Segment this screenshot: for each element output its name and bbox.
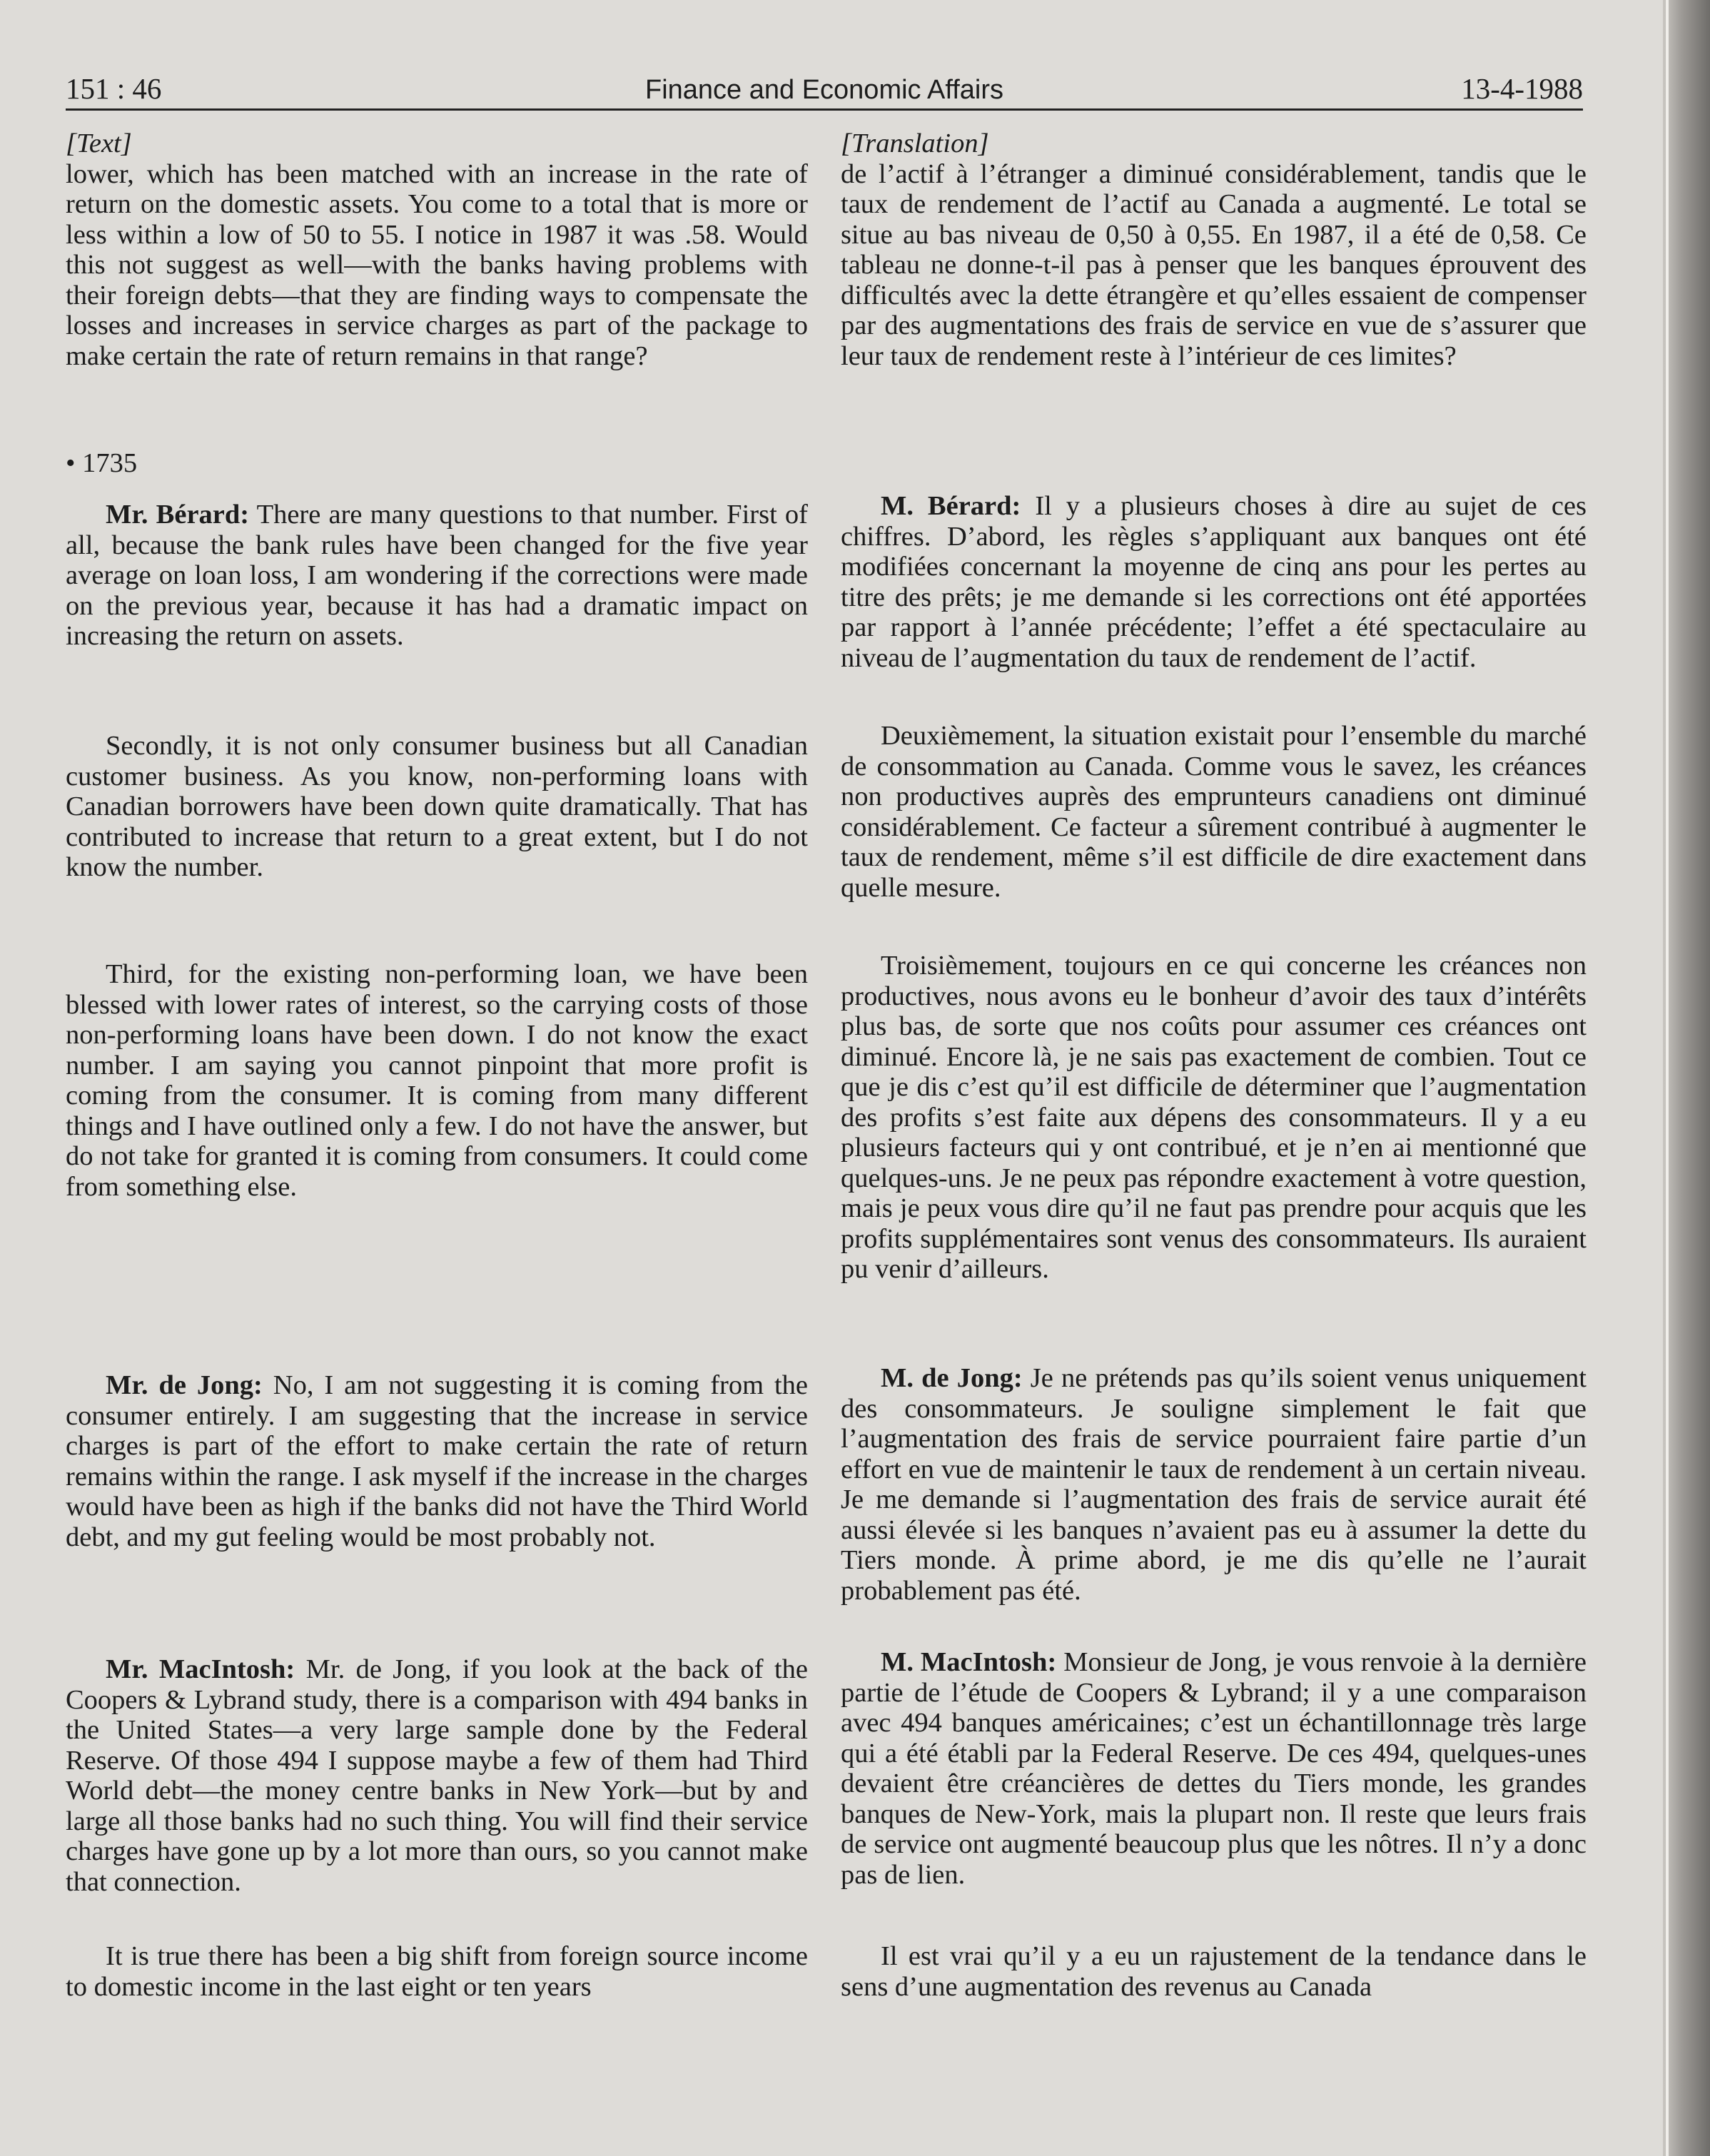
speaker-label: Mr. de Jong: bbox=[106, 1370, 263, 1400]
session-date: 13-4-1988 bbox=[1461, 72, 1583, 105]
speaker-label: M. Bérard: bbox=[881, 491, 1021, 521]
dejong-paragraph: M. de Jong: Je ne prétends pas qu’ils soient venus uniquement des consommateurs. Je souligne simplement le fait que l’augmentation des frais de service pourraient faire partie d’un effort en vue de maintenir le taux de rendement à un certain niveau. Je me demande si l’augmentation des frais de service aurait été aussi élevée si les banques n’avaient pas eu à assumer la dette du Tiers monde. À prime abord, je me dis qu’elle ne l’aurait probablement pas été. bbox=[841, 1363, 1587, 1606]
page-reference: 151 : 46 bbox=[66, 72, 162, 105]
committee-title: Finance and Economic Affairs bbox=[644, 75, 1003, 105]
speaker-label: Mr. MacIntosh: bbox=[106, 1654, 295, 1684]
time-marker: • 1735 bbox=[66, 448, 138, 478]
macintosh-paragraph-2: Il est vrai qu’il y a eu un rajustement de la tendance dans le sens d’une augmentation des revenus au Canada bbox=[841, 1941, 1587, 2002]
berard-paragraph-2: Secondly, it is not only consumer business but all Canadian customer business. As you know, non-performing loans with Canadian borrowers have been down quite dramatically. That has contributed to increase that return to a great extent, but I do not know the number. bbox=[66, 731, 808, 882]
section-label-text: [Text] bbox=[66, 128, 132, 158]
macintosh-paragraph-1: M. MacIntosh: Monsieur de Jong, je vous renvoie à la dernière partie de l’étude de Coopers & Lybrand; il y a une comparaison avec 494 banques américaines; c’est un échantillonnage très large qui a été établi par la Federal Reserve. De ces 494, quelques-unes devaient être créancières de dettes du Tiers monde, les grandes banques de New-York, mais la plupart non. Il reste que leurs frais de service ont augmenté beaucoup plus que les nôtres. Il n’y a donc pas de lien. bbox=[841, 1647, 1587, 1890]
intro-paragraph: lower, which has been matched with an increase in the rate of return on the domestic assets. You come to a total that is more or less within a low of 50 to 55. I notice in 1987 it was .58. Would this not suggest as well—with the banks having problems with their foreign debts—that they are finding ways to compensate the losses and increases in service charges as part of the package to make certain the rate of return remains in that range? bbox=[66, 158, 808, 371]
berard-paragraph-2: Deuxièmement, la situation existait pour l’ensemble du marché de consommation au Canada. Comme vous le savez, les créances non productives auprès des emprunteurs canadiens ont diminué considérablement. Ce facteur a sûrement contribué à augmenter le taux de rendement, même s’il est difficile de dire exactement dans quelle mesure. bbox=[841, 721, 1587, 903]
macintosh-paragraph-2: It is true there has been a big shift from foreign source income to domestic income in the last eight or ten years bbox=[66, 1941, 808, 2002]
berard-paragraph-3: Troisièmement, toujours en ce qui concerne les créances non productives, nous avons eu le bonheur d’avoir des taux d’intérêts plus bas, de sorte que nos coûts pour assumer ces créances ont diminué. Encore là, je ne sais pas exactement de combien. Tout ce que je dis c’est qu’il est difficile de déterminer que l’augmentation des profits s’est faite aux dépens des consommateurs. Il y a eu plusieurs facteurs qui y ont contribué, et je n’en ai mentionné que quelques-uns. Je ne peux pas répondre exactement à votre question, mais je peux vous dire qu’il ne faut pas prendre pour acquis que les profits supplémentaires sont venus des consommateurs. Ils auraient pu venir d’ailleurs. bbox=[841, 951, 1587, 1284]
page-edge-shadow bbox=[1663, 0, 1710, 2156]
page-header bbox=[66, 69, 1583, 111]
berard-paragraph-1: M. Bérard: Il y a plusieurs choses à dire au sujet de ces chiffres. D’abord, les règles s’appliquant aux banques ont été modifiées concernant la moyenne de cinq ans pour les pertes au titre des prêts; je me demande si les corrections ont été apportées par rapport à l’année précédente; l’effet a été spectaculaire au niveau de l’augmentation du taux de rendement de l’actif. bbox=[841, 491, 1587, 673]
speaker-label: Mr. Bérard: bbox=[106, 500, 250, 530]
speaker-label: M. de Jong: bbox=[881, 1363, 1023, 1393]
speaker-label: M. MacIntosh: bbox=[881, 1647, 1057, 1677]
dejong-paragraph: Mr. de Jong: No, I am not suggesting it is coming from the consumer entirely. I am suggesting that the increase in service charges is part of the effort to make certain the rate of return remains within the range. I ask myself if the increase in the charges would have been as high if the banks did not have the Third World debt, and my gut feeling would be most probably not. bbox=[66, 1370, 808, 1552]
page-edge-highlight bbox=[1666, 0, 1669, 2156]
intro-paragraph: de l’actif à l’étranger a diminué considérablement, tandis que le taux de rendement de l’actif au Canada a augmenté. Le total se situe au bas niveau de 0,50 à 0,55. En 1987, il a été de 0,58. Ce tableau ne donne-t-il pas à penser que les banques éprouvent des difficultés avec la dette étrangère et qu’elles essaient de compenser par des augmentations des frais de service en vue de s’assurer que leur taux de rendement reste à l’intérieur de ces limites? bbox=[841, 158, 1587, 371]
berard-paragraph-1: Mr. Bérard: There are many questions to that number. First of all, because the bank rules have been changed for the five year average on loan loss, I am wondering if the corrections were made on the previous year, because it has had a dramatic impact on increasing the return on assets. bbox=[66, 500, 808, 651]
berard-paragraph-3: Third, for the existing non-performing loan, we have been blessed with lower rates of interest, so the carrying costs of those non-performing loans have been down. I do not know the exact number. I am saying you cannot pinpoint that more profit is coming from the consumer. It is coming from many different things and I have outlined only a few. I do not have the answer, but do not take for granted it is coming from consumers. It could come from something else. bbox=[66, 959, 808, 1202]
macintosh-paragraph-1: Mr. MacIntosh: Mr. de Jong, if you look at the back of the Coopers & Lybrand study, there is a comparison with 494 banks in the United States—a very large sample done by the Federal Reserve. Of those 494 I suppose maybe a few of them had Third World debt—the money centre banks in New York—but by and large all those banks had no such thing. You will find their service charges have gone up by a lot more than ours, so you cannot make that connection. bbox=[66, 1654, 808, 1897]
section-label-translation: [Translation] bbox=[841, 128, 989, 158]
